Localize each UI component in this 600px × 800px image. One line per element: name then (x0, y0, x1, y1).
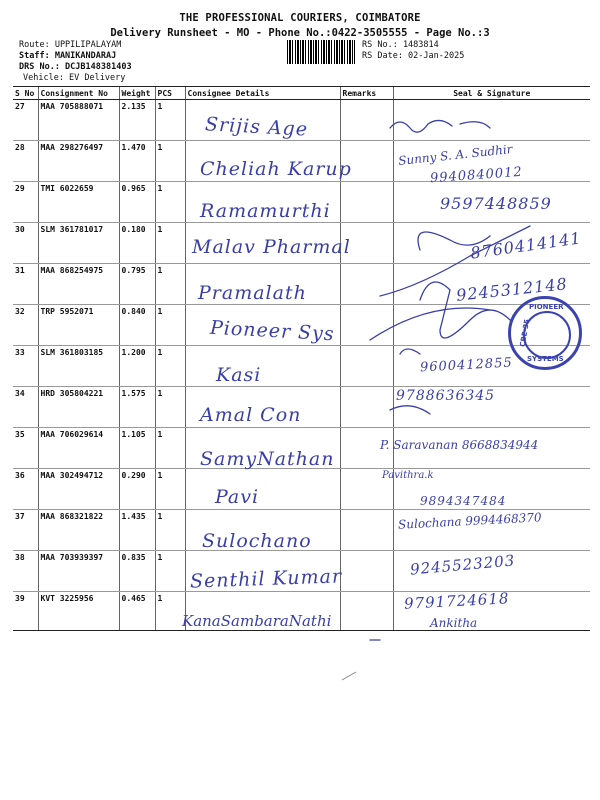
hw-phone: 9788636345 (396, 388, 496, 404)
hw-phone: 9940840012 (429, 164, 524, 187)
col-consignee: Consignee Details (185, 87, 340, 100)
hw-phone: 8760414141 (469, 228, 583, 263)
hw-consignee-name: Sulochano (202, 530, 312, 552)
cell-consignment-no: MAA 703939397 (38, 551, 119, 592)
vehicle-label: Vehicle: EV Delivery (23, 73, 126, 83)
hw-signature: Sulochana 9994468370 (397, 510, 542, 532)
company-title: THE PROFESSIONAL COURIERS, COIMBATORE (179, 12, 421, 24)
cell-pcs: 1 (155, 100, 185, 141)
stamp-text-bottom: SYSTEMS (527, 355, 564, 363)
hw-consignee-name: Srijis Age (204, 113, 309, 141)
signature-scribbles (360, 110, 590, 650)
hw-consignee-name: Senthil Kumar (189, 565, 343, 593)
cell-consignment-no: MAA 868254975 (38, 264, 119, 305)
stamp-inner-ring (523, 311, 571, 359)
cell-pcs: 1 (155, 264, 185, 305)
rs-date: RS Date: 02-Jan-2025 (362, 51, 465, 61)
cell-consignment-no: KVT 3225956 (38, 592, 119, 631)
cell-weight: 1.435 (119, 510, 155, 551)
cell-consignment-no: MAA 298276497 (38, 141, 119, 182)
cell-sno: 32 (13, 305, 38, 346)
hw-consignee-name: Kasi (216, 364, 262, 386)
cell-sno: 29 (13, 182, 38, 223)
hw-signature: Sunny S. A. Sudhir (397, 142, 514, 168)
cell-weight: 0.965 (119, 182, 155, 223)
cell-sno: 33 (13, 346, 38, 387)
stray-pen-mark (340, 670, 360, 682)
cell-weight: 0.835 (119, 551, 155, 592)
col-seal-signature: Seal & Signature (393, 87, 590, 100)
table-header-row (13, 87, 590, 100)
cell-weight: 1.470 (119, 141, 155, 182)
hw-consignee-name: Amal Con (200, 404, 302, 426)
cell-consignment-no: MAA 302494712 (38, 469, 119, 510)
cell-consignment-no: MAA 706029614 (38, 428, 119, 469)
cell-sno: 34 (13, 387, 38, 428)
cell-weight: 1.105 (119, 428, 155, 469)
hw-phone: 9894347484 (420, 494, 507, 508)
cell-consignment-no: MAA 705888071 (38, 100, 119, 141)
hw-consignee-name: Cheliah Karup (200, 158, 352, 180)
col-pcs: PCS (155, 87, 185, 100)
cell-consignment-no: HRD 305804221 (38, 387, 119, 428)
hw-consignee-name: Malav Pharmal (192, 236, 351, 258)
cell-weight: 0.465 (119, 592, 155, 631)
hw-consignee-name: Pramalath (198, 282, 307, 304)
hw-signature: Ankitha (430, 616, 478, 630)
hw-signature: P. Saravanan 8668834944 (380, 438, 539, 452)
cell-consignment-no: SLM 361781017 (38, 223, 119, 264)
cell-weight: 0.290 (119, 469, 155, 510)
cell-pcs: 1 (155, 182, 185, 223)
cell-sno: 30 (13, 223, 38, 264)
cell-consignment-no: TMI 6022659 (38, 182, 119, 223)
hw-consignee-name: Pavi (215, 486, 260, 508)
cell-weight: 2.135 (119, 100, 155, 141)
col-remarks: Remarks (340, 87, 393, 100)
stamp-text-top: PIONEER (529, 303, 564, 311)
cell-consignment-no: MAA 868321822 (38, 510, 119, 551)
staff-label: Staff: MANIKANDARAJ (19, 51, 117, 61)
hw-consignee-name: KanaSambaraNathi (182, 612, 332, 630)
col-sno: S No (13, 87, 38, 100)
company-seal-stamp (508, 296, 582, 370)
drs-number: DRS No.: DCJB148381403 (19, 62, 132, 72)
hw-consignee-name: SamyNathan (200, 448, 335, 470)
hw-phone: 9597448859 (440, 194, 552, 213)
cell-sno: 36 (13, 469, 38, 510)
hw-phone: 9791724618 (403, 589, 510, 613)
route-label: Route: UPPILIPALAYAM (19, 40, 122, 50)
cell-consignee-details (185, 469, 340, 510)
hw-phone: 9600412855 (419, 355, 514, 376)
cell-pcs: 1 (155, 592, 185, 631)
cell-pcs: 1 (155, 141, 185, 182)
cell-weight: 1.575 (119, 387, 155, 428)
rs-number: RS No.: 1483814 (362, 40, 439, 50)
col-consignment: Consignment No (38, 87, 119, 100)
cell-consignment-no: SLM 361803185 (38, 346, 119, 387)
runsheet-subtitle: Delivery Runsheet - MO - Phone No.:0422-3505555 - Page No.:3 (110, 27, 490, 39)
barcode-image (287, 40, 355, 64)
hw-phone: 9245312148 (455, 274, 569, 305)
hw-consignee-name: Ramamurthi (200, 200, 331, 222)
cell-pcs: 1 (155, 305, 185, 346)
cell-consignee-details (185, 346, 340, 387)
cell-sno: 27 (13, 100, 38, 141)
stamp-text-left: CBE-35 (518, 318, 532, 348)
cell-sno: 31 (13, 264, 38, 305)
col-weight: Weight (119, 87, 155, 100)
cell-weight: 0.840 (119, 305, 155, 346)
cell-weight: 0.180 (119, 223, 155, 264)
cell-pcs: 1 (155, 469, 185, 510)
cell-weight: 0.795 (119, 264, 155, 305)
cell-sno: 35 (13, 428, 38, 469)
cell-pcs: 1 (155, 223, 185, 264)
hw-signature: Pavithra.k (382, 470, 434, 481)
cell-pcs: 1 (155, 551, 185, 592)
cell-sno: 38 (13, 551, 38, 592)
cell-sno: 28 (13, 141, 38, 182)
cell-pcs: 1 (155, 428, 185, 469)
cell-pcs: 1 (155, 510, 185, 551)
cell-sno: 39 (13, 592, 38, 631)
cell-weight: 1.200 (119, 346, 155, 387)
cell-pcs: 1 (155, 346, 185, 387)
cell-pcs: 1 (155, 387, 185, 428)
hw-phone: 9245523203 (409, 551, 517, 579)
hw-consignee-name: Pioneer Sys (209, 316, 336, 346)
cell-consignment-no: TRP 5952071 (38, 305, 119, 346)
cell-sno: 37 (13, 510, 38, 551)
